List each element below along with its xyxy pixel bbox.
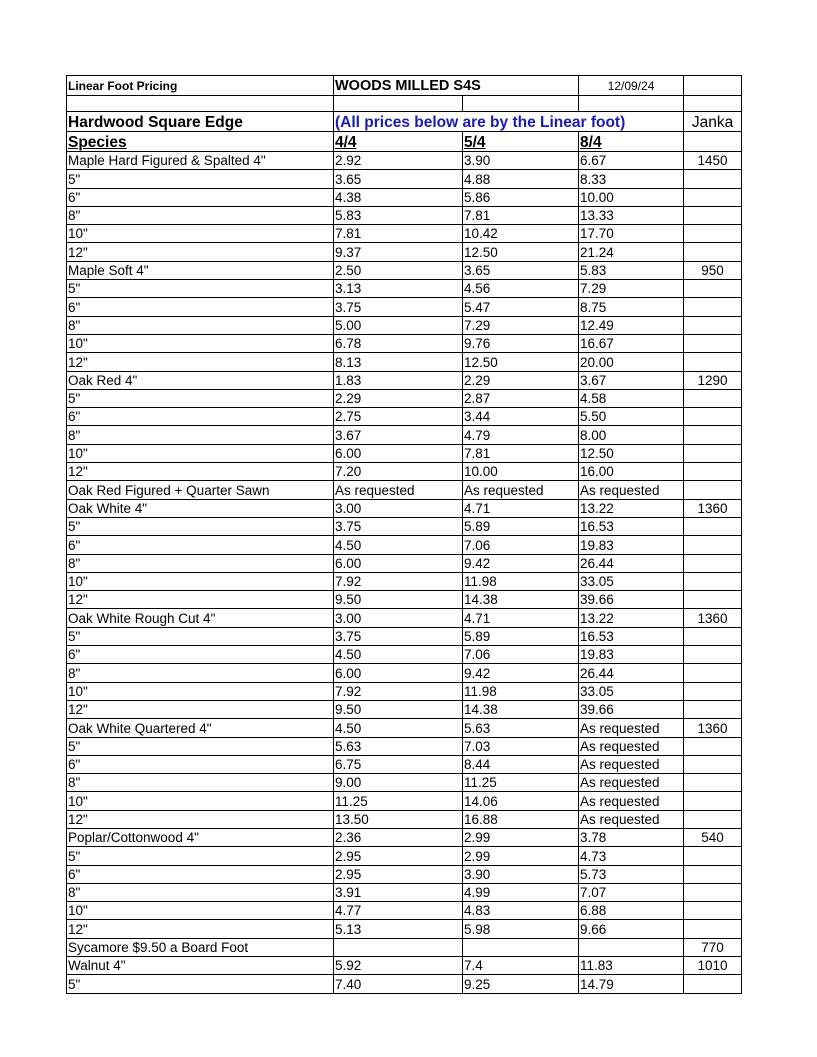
- price-4-4-cell: 5.92: [334, 957, 463, 975]
- table-row: [67, 975, 742, 993]
- price-4-4-cell: 2.95: [334, 847, 463, 865]
- janka-cell: 1010: [684, 957, 742, 975]
- price-8-4-cell: 13.22: [579, 609, 684, 627]
- price-4-4-cell: 6.00: [334, 554, 463, 572]
- species-cell: 10": [67, 902, 334, 920]
- janka-cell: 1450: [684, 152, 742, 170]
- price-5-4-cell: 2.99: [463, 828, 579, 846]
- table-row: [67, 444, 742, 462]
- price-5-4-cell: 12.50: [463, 243, 579, 261]
- species-cell: Walnut 4": [67, 957, 334, 975]
- species-cell: 10": [67, 225, 334, 243]
- price-8-4-cell: [579, 938, 684, 956]
- species-cell: Oak Red 4": [67, 371, 334, 389]
- janka-cell: [684, 353, 742, 371]
- price-5-4-cell: 12.50: [463, 353, 579, 371]
- species-cell: 5": [67, 517, 334, 535]
- species-cell: 8": [67, 316, 334, 334]
- janka-cell: [684, 755, 742, 773]
- price-5-4-cell: 4.79: [463, 426, 579, 444]
- price-8-4-cell: 9.66: [579, 920, 684, 938]
- species-cell: Oak White Rough Cut 4": [67, 609, 334, 627]
- price-4-4-cell: [334, 938, 463, 956]
- table-row: [67, 463, 742, 481]
- janka-cell: [684, 920, 742, 938]
- price-8-4-cell: 16.00: [579, 463, 684, 481]
- price-4-4-cell: 7.81: [334, 225, 463, 243]
- species-cell: 6": [67, 298, 334, 316]
- janka-cell: [684, 188, 742, 206]
- species-cell: 8": [67, 206, 334, 224]
- species-cell: 12": [67, 463, 334, 481]
- price-5-4-cell: 8.44: [463, 755, 579, 773]
- table-row: [67, 206, 742, 224]
- table-row: [67, 627, 742, 645]
- category-label: Hardwood Square Edge: [67, 112, 334, 132]
- price-5-4-cell: 5.98: [463, 920, 579, 938]
- price-5-4-cell: 10.42: [463, 225, 579, 243]
- price-4-4-cell: 2.29: [334, 389, 463, 407]
- table-row: [67, 774, 742, 792]
- janka-cell: 770: [684, 938, 742, 956]
- price-4-4-cell: 5.13: [334, 920, 463, 938]
- janka-cell: [684, 316, 742, 334]
- price-8-4-cell: 26.44: [579, 664, 684, 682]
- species-cell: 10": [67, 334, 334, 352]
- price-4-4-cell: 7.40: [334, 975, 463, 993]
- price-4-4-cell: 2.95: [334, 865, 463, 883]
- title-row: [67, 76, 742, 96]
- price-8-4-cell: 3.67: [579, 371, 684, 389]
- price-5-4-cell: 7.06: [463, 536, 579, 554]
- species-cell: 10": [67, 444, 334, 462]
- table-row: [67, 389, 742, 407]
- janka-cell: [684, 627, 742, 645]
- species-cell: 5": [67, 280, 334, 298]
- price-8-4-cell: As requested: [579, 719, 684, 737]
- species-cell: 6": [67, 646, 334, 664]
- janka-cell: [684, 517, 742, 535]
- table-row: [67, 499, 742, 517]
- price-8-4-cell: 7.29: [579, 280, 684, 298]
- price-5-4-cell: 4.88: [463, 170, 579, 188]
- janka-cell: 950: [684, 261, 742, 279]
- species-cell: 12": [67, 810, 334, 828]
- table-row: [67, 280, 742, 298]
- price-5-4-cell: 11.98: [463, 572, 579, 590]
- price-4-4-cell: 3.67: [334, 426, 463, 444]
- janka-cell: [684, 975, 742, 993]
- janka-cell: [684, 774, 742, 792]
- price-4-4-cell: 9.50: [334, 700, 463, 718]
- col-header-4-4: 4/4: [334, 132, 463, 152]
- table-row: [67, 719, 742, 737]
- table-row: [67, 408, 742, 426]
- price-5-4-cell: 16.88: [463, 810, 579, 828]
- col-header-8-4: 8/4: [579, 132, 684, 152]
- species-cell: 6": [67, 188, 334, 206]
- price-4-4-cell: 4.38: [334, 188, 463, 206]
- price-5-4-cell: 5.63: [463, 719, 579, 737]
- table-row: [67, 188, 742, 206]
- price-5-4-cell: 7.81: [463, 206, 579, 224]
- species-cell: Oak White 4": [67, 499, 334, 517]
- janka-cell: [684, 536, 742, 554]
- price-5-4-cell: 2.29: [463, 371, 579, 389]
- price-8-4-cell: 5.50: [579, 408, 684, 426]
- janka-cell: [684, 865, 742, 883]
- price-5-4-cell: 7.4: [463, 957, 579, 975]
- species-cell: 12": [67, 353, 334, 371]
- price-4-4-cell: 11.25: [334, 792, 463, 810]
- price-4-4-cell: 5.63: [334, 737, 463, 755]
- species-cell: Oak White Quartered 4": [67, 719, 334, 737]
- janka-cell: [684, 243, 742, 261]
- species-cell: 10": [67, 792, 334, 810]
- table-row: [67, 810, 742, 828]
- price-5-4-cell: 5.89: [463, 517, 579, 535]
- price-8-4-cell: 21.24: [579, 243, 684, 261]
- janka-cell: [684, 206, 742, 224]
- price-4-4-cell: 4.50: [334, 536, 463, 554]
- price-8-4-cell: 26.44: [579, 554, 684, 572]
- species-cell: Poplar/Cottonwood 4": [67, 828, 334, 846]
- price-4-4-cell: 6.75: [334, 755, 463, 773]
- price-4-4-cell: 4.77: [334, 902, 463, 920]
- janka-cell: [684, 591, 742, 609]
- table-row: [67, 298, 742, 316]
- table-row: [67, 261, 742, 279]
- date-cell: 12/09/24: [579, 76, 684, 96]
- table-row: [67, 426, 742, 444]
- price-5-4-cell: 9.42: [463, 554, 579, 572]
- janka-cell: [684, 408, 742, 426]
- sheet-title: Linear Foot Pricing: [67, 76, 334, 96]
- price-4-4-cell: As requested: [334, 481, 463, 499]
- price-5-4-cell: 9.25: [463, 975, 579, 993]
- pricing-note: (All prices below are by the Linear foot): [334, 112, 684, 132]
- price-4-4-cell: 3.00: [334, 609, 463, 627]
- table-row: [67, 170, 742, 188]
- price-5-4-cell: 2.87: [463, 389, 579, 407]
- price-8-4-cell: 39.66: [579, 700, 684, 718]
- table-row: [67, 225, 742, 243]
- table-row: [67, 938, 742, 956]
- table-row: [67, 920, 742, 938]
- price-5-4-cell: 5.89: [463, 627, 579, 645]
- species-header: Species: [67, 132, 334, 152]
- table-row: [67, 737, 742, 755]
- col-header-5-4: 5/4: [463, 132, 579, 152]
- table-row: [67, 646, 742, 664]
- price-4-4-cell: 3.75: [334, 517, 463, 535]
- species-cell: 5": [67, 389, 334, 407]
- table-row: [67, 957, 742, 975]
- table-row: [67, 682, 742, 700]
- table-row: [67, 517, 742, 535]
- species-cell: Maple Soft 4": [67, 261, 334, 279]
- janka-cell: [684, 334, 742, 352]
- species-cell: Oak Red Figured + Quarter Sawn: [67, 481, 334, 499]
- price-4-4-cell: 3.13: [334, 280, 463, 298]
- species-cell: Maple Hard Figured & Spalted 4": [67, 152, 334, 170]
- price-8-4-cell: 5.83: [579, 261, 684, 279]
- price-4-4-cell: 3.00: [334, 499, 463, 517]
- table-row: [67, 755, 742, 773]
- price-5-4-cell: 4.71: [463, 499, 579, 517]
- species-cell: 12": [67, 920, 334, 938]
- table-row: [67, 316, 742, 334]
- price-5-4-cell: 5.86: [463, 188, 579, 206]
- janka-cell: [684, 737, 742, 755]
- table-row: [67, 883, 742, 901]
- price-4-4-cell: 7.20: [334, 463, 463, 481]
- price-4-4-cell: 2.50: [334, 261, 463, 279]
- janka-cell: [684, 444, 742, 462]
- price-8-4-cell: 8.75: [579, 298, 684, 316]
- table-row: [67, 609, 742, 627]
- price-5-4-cell: 4.83: [463, 902, 579, 920]
- price-5-4-cell: 3.44: [463, 408, 579, 426]
- janka-header: Janka: [684, 112, 742, 132]
- janka-cell: [684, 554, 742, 572]
- price-5-4-cell: 7.29: [463, 316, 579, 334]
- janka-cell: [684, 426, 742, 444]
- price-4-4-cell: 9.50: [334, 591, 463, 609]
- price-5-4-cell: 3.90: [463, 152, 579, 170]
- table-row: [67, 828, 742, 846]
- price-4-4-cell: 5.00: [334, 316, 463, 334]
- table-row: [67, 152, 742, 170]
- price-8-4-cell: 10.00: [579, 188, 684, 206]
- table-row: [67, 865, 742, 883]
- species-cell: 8": [67, 426, 334, 444]
- price-8-4-cell: 8.33: [579, 170, 684, 188]
- price-4-4-cell: 13.50: [334, 810, 463, 828]
- janka-cell: [684, 389, 742, 407]
- janka-cell: 1290: [684, 371, 742, 389]
- price-8-4-cell: 13.22: [579, 499, 684, 517]
- price-table: [66, 75, 742, 994]
- price-5-4-cell: 2.99: [463, 847, 579, 865]
- species-cell: 12": [67, 700, 334, 718]
- species-cell: 6": [67, 755, 334, 773]
- janka-cell: [684, 481, 742, 499]
- price-4-4-cell: 1.83: [334, 371, 463, 389]
- species-cell: 10": [67, 572, 334, 590]
- janka-cell: 1360: [684, 499, 742, 517]
- price-4-4-cell: 5.83: [334, 206, 463, 224]
- species-cell: 5": [67, 170, 334, 188]
- price-5-4-cell: 5.47: [463, 298, 579, 316]
- janka-cell: [684, 463, 742, 481]
- table-row: [67, 792, 742, 810]
- price-4-4-cell: 7.92: [334, 572, 463, 590]
- price-8-4-cell: 4.58: [579, 389, 684, 407]
- price-8-4-cell: As requested: [579, 755, 684, 773]
- price-8-4-cell: 7.07: [579, 883, 684, 901]
- company-name: WOODS MILLED S4S: [334, 76, 579, 96]
- janka-cell: [684, 572, 742, 590]
- species-cell: 12": [67, 243, 334, 261]
- table-row: [67, 664, 742, 682]
- table-row: [67, 700, 742, 718]
- table-row: [67, 334, 742, 352]
- species-cell: 10": [67, 682, 334, 700]
- species-cell: 8": [67, 883, 334, 901]
- janka-cell: [684, 280, 742, 298]
- price-4-4-cell: 3.75: [334, 298, 463, 316]
- price-8-4-cell: 14.79: [579, 975, 684, 993]
- species-cell: 6": [67, 865, 334, 883]
- janka-cell: [684, 700, 742, 718]
- price-5-4-cell: 7.03: [463, 737, 579, 755]
- janka-cell: [684, 902, 742, 920]
- price-8-4-cell: 3.78: [579, 828, 684, 846]
- blank-cell: [684, 76, 742, 96]
- price-8-4-cell: 17.70: [579, 225, 684, 243]
- price-5-4-cell: 9.42: [463, 664, 579, 682]
- species-cell: 12": [67, 591, 334, 609]
- price-8-4-cell: As requested: [579, 481, 684, 499]
- price-4-4-cell: 6.78: [334, 334, 463, 352]
- price-5-4-cell: 11.25: [463, 774, 579, 792]
- price-5-4-cell: 7.81: [463, 444, 579, 462]
- table-row: [67, 902, 742, 920]
- janka-cell: [684, 170, 742, 188]
- price-4-4-cell: 8.13: [334, 353, 463, 371]
- price-8-4-cell: As requested: [579, 792, 684, 810]
- price-5-4-cell: 14.38: [463, 700, 579, 718]
- price-5-4-cell: 9.76: [463, 334, 579, 352]
- table-row: [67, 847, 742, 865]
- price-8-4-cell: As requested: [579, 737, 684, 755]
- janka-cell: [684, 847, 742, 865]
- price-4-4-cell: 2.92: [334, 152, 463, 170]
- price-8-4-cell: 19.83: [579, 536, 684, 554]
- table-row: [67, 572, 742, 590]
- price-8-4-cell: 6.67: [579, 152, 684, 170]
- price-4-4-cell: 9.00: [334, 774, 463, 792]
- table-row: [67, 481, 742, 499]
- price-8-4-cell: 11.83: [579, 957, 684, 975]
- table-row: [67, 371, 742, 389]
- price-8-4-cell: 16.67: [579, 334, 684, 352]
- table-row: [67, 536, 742, 554]
- janka-cell: [684, 646, 742, 664]
- price-4-4-cell: 3.65: [334, 170, 463, 188]
- category-row: [67, 112, 742, 132]
- price-8-4-cell: 33.05: [579, 682, 684, 700]
- species-cell: 5": [67, 627, 334, 645]
- janka-cell: 1360: [684, 719, 742, 737]
- species-cell: Sycamore $9.50 a Board Foot: [67, 938, 334, 956]
- price-4-4-cell: 6.00: [334, 444, 463, 462]
- janka-cell: 540: [684, 828, 742, 846]
- price-5-4-cell: 7.06: [463, 646, 579, 664]
- price-8-4-cell: 16.53: [579, 517, 684, 535]
- price-8-4-cell: 12.49: [579, 316, 684, 334]
- price-5-4-cell: 4.71: [463, 609, 579, 627]
- janka-cell: [684, 883, 742, 901]
- species-cell: 8": [67, 554, 334, 572]
- price-8-4-cell: 4.73: [579, 847, 684, 865]
- price-4-4-cell: 3.91: [334, 883, 463, 901]
- price-5-4-cell: 3.90: [463, 865, 579, 883]
- price-4-4-cell: 9.37: [334, 243, 463, 261]
- price-5-4-cell: 4.56: [463, 280, 579, 298]
- spacer-row: [67, 96, 742, 112]
- janka-cell: [684, 298, 742, 316]
- price-5-4-cell: 10.00: [463, 463, 579, 481]
- price-4-4-cell: 3.75: [334, 627, 463, 645]
- price-8-4-cell: 8.00: [579, 426, 684, 444]
- price-8-4-cell: 33.05: [579, 572, 684, 590]
- price-8-4-cell: 5.73: [579, 865, 684, 883]
- price-8-4-cell: 19.83: [579, 646, 684, 664]
- price-5-4-cell: [463, 938, 579, 956]
- species-cell: 8": [67, 664, 334, 682]
- janka-cell: 1360: [684, 609, 742, 627]
- janka-cell: [684, 664, 742, 682]
- price-4-4-cell: 7.92: [334, 682, 463, 700]
- price-8-4-cell: 6.88: [579, 902, 684, 920]
- price-8-4-cell: As requested: [579, 810, 684, 828]
- table-row: [67, 591, 742, 609]
- price-5-4-cell: 4.99: [463, 883, 579, 901]
- price-8-4-cell: 16.53: [579, 627, 684, 645]
- price-8-4-cell: 13.33: [579, 206, 684, 224]
- price-5-4-cell: 3.65: [463, 261, 579, 279]
- species-cell: 8": [67, 774, 334, 792]
- column-header-row: [67, 132, 742, 152]
- price-8-4-cell: 39.66: [579, 591, 684, 609]
- species-cell: 5": [67, 975, 334, 993]
- table-row: [67, 554, 742, 572]
- species-cell: 6": [67, 536, 334, 554]
- price-4-4-cell: 6.00: [334, 664, 463, 682]
- species-cell: 5": [67, 737, 334, 755]
- janka-cell: [684, 810, 742, 828]
- price-8-4-cell: As requested: [579, 774, 684, 792]
- price-5-4-cell: 14.06: [463, 792, 579, 810]
- price-5-4-cell: 14.38: [463, 591, 579, 609]
- price-4-4-cell: 2.75: [334, 408, 463, 426]
- table-row: [67, 353, 742, 371]
- species-cell: 6": [67, 408, 334, 426]
- janka-cell: [684, 792, 742, 810]
- price-4-4-cell: 2.36: [334, 828, 463, 846]
- price-5-4-cell: As requested: [463, 481, 579, 499]
- price-4-4-cell: 4.50: [334, 646, 463, 664]
- species-cell: 5": [67, 847, 334, 865]
- price-8-4-cell: 20.00: [579, 353, 684, 371]
- price-5-4-cell: 11.98: [463, 682, 579, 700]
- janka-cell: [684, 225, 742, 243]
- price-8-4-cell: 12.50: [579, 444, 684, 462]
- table-row: [67, 243, 742, 261]
- price-4-4-cell: 4.50: [334, 719, 463, 737]
- janka-cell: [684, 682, 742, 700]
